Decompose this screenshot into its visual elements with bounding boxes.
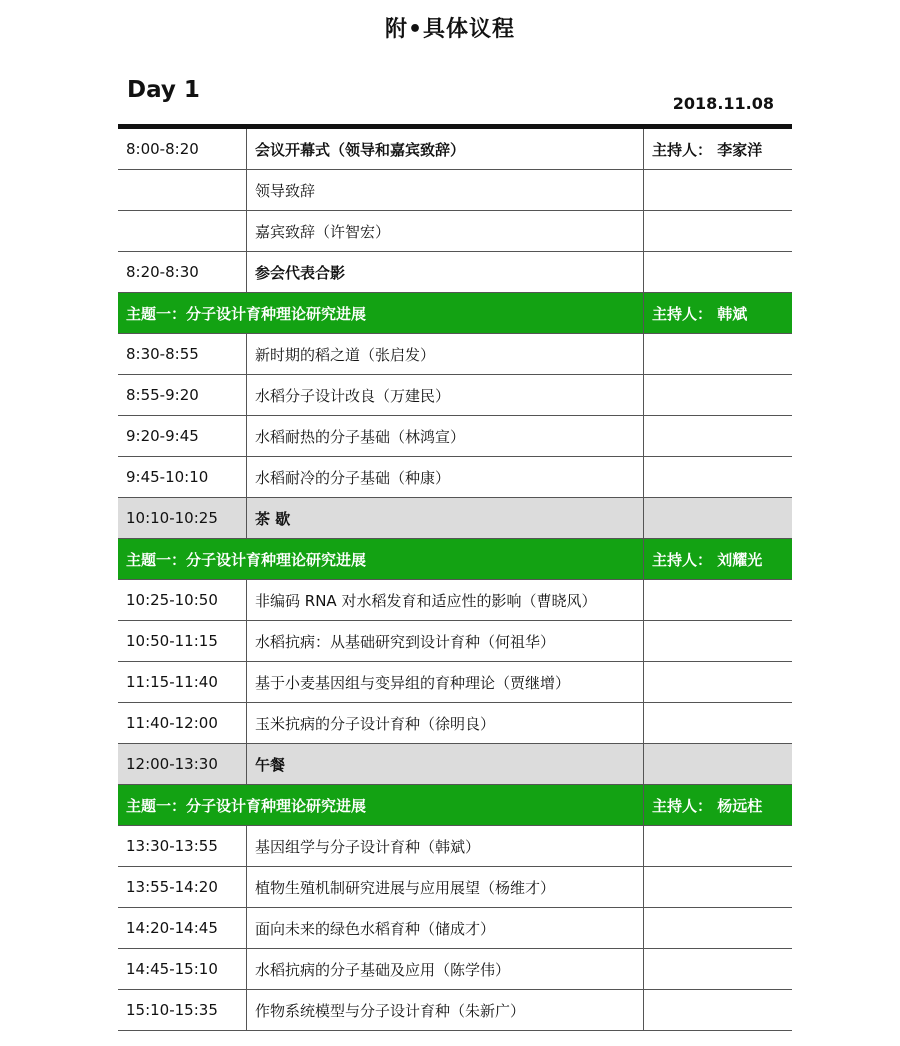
time-slot: 8:30-8:55 xyxy=(118,334,247,375)
talk-title: 基因组学与分子设计育种（韩斌） xyxy=(247,826,644,867)
talk-title: 参会代表合影 xyxy=(247,252,644,293)
session-host xyxy=(644,826,793,867)
time-slot: 11:15-11:40 xyxy=(118,662,247,703)
talk-title: 作物系统模型与分子设计育种（朱新广） xyxy=(247,990,644,1031)
session-host xyxy=(644,949,793,990)
time-slot: 14:20-14:45 xyxy=(118,908,247,949)
session-host xyxy=(644,252,793,293)
session-host: 主持人： 杨远柱 xyxy=(644,785,793,826)
agenda-row xyxy=(118,662,792,703)
agenda-row xyxy=(118,457,792,498)
agenda-row xyxy=(118,621,792,662)
talk-title: 面向未来的绿色水稻育种（储成才） xyxy=(247,908,644,949)
theme-row xyxy=(118,785,792,826)
talk-title: 植物生殖机制研究进展与应用展望（杨维才） xyxy=(247,867,644,908)
agenda-row xyxy=(118,703,792,744)
agenda-row xyxy=(118,416,792,457)
agenda-row xyxy=(118,949,792,990)
time-slot: 10:25-10:50 xyxy=(118,580,247,621)
talk-title: 领导致辞 xyxy=(247,170,644,211)
talk-title: 会议开幕式（领导和嘉宾致辞） xyxy=(247,127,644,170)
theme-row xyxy=(118,539,792,580)
session-host xyxy=(644,457,793,498)
session-host xyxy=(644,662,793,703)
session-host xyxy=(644,416,793,457)
break-row xyxy=(118,498,792,539)
talk-title: 水稻抗病：从基础研究到设计育种（何祖华） xyxy=(247,621,644,662)
agenda-row xyxy=(118,375,792,416)
agenda-row xyxy=(118,826,792,867)
agenda-row xyxy=(118,211,792,252)
talk-title: 基于小麦基因组与变异组的育种理论（贾继增） xyxy=(247,662,644,703)
agenda-body xyxy=(118,127,792,1031)
talk-title: 水稻分子设计改良（万建民） xyxy=(247,375,644,416)
time-slot: 11:40-12:00 xyxy=(118,703,247,744)
session-host xyxy=(644,334,793,375)
theme-row xyxy=(118,293,792,334)
break-label: 茶 歇 xyxy=(247,498,644,539)
agenda-row xyxy=(118,580,792,621)
agenda-row xyxy=(118,990,792,1031)
session-host xyxy=(644,621,793,662)
time-slot: 9:45-10:10 xyxy=(118,457,247,498)
agenda-row xyxy=(118,908,792,949)
session-host xyxy=(644,170,793,211)
agenda-date: 2018.11.08 xyxy=(672,94,774,113)
theme-title: 主题一：分子设计育种理论研究进展 xyxy=(118,539,644,580)
day-heading: Day 1 xyxy=(127,77,200,103)
agenda-row xyxy=(118,170,792,211)
time-slot: 8:00-8:20 xyxy=(118,127,247,170)
time-slot xyxy=(118,170,247,211)
talk-title: 新时期的稻之道（张启发） xyxy=(247,334,644,375)
time-slot: 8:55-9:20 xyxy=(118,375,247,416)
session-host xyxy=(644,744,793,785)
time-slot: 14:45-15:10 xyxy=(118,949,247,990)
agenda-row xyxy=(118,867,792,908)
session-host xyxy=(644,990,793,1031)
session-host xyxy=(644,498,793,539)
session-host: 主持人： 李家洋 xyxy=(644,127,793,170)
talk-title: 水稻耐冷的分子基础（种康） xyxy=(247,457,644,498)
page-title: 附•具体议程 xyxy=(384,17,516,42)
agenda-row xyxy=(118,334,792,375)
session-host xyxy=(644,867,793,908)
theme-title: 主题一：分子设计育种理论研究进展 xyxy=(118,785,644,826)
session-host xyxy=(644,375,793,416)
agenda-table xyxy=(118,124,792,1031)
agenda-row xyxy=(118,127,792,170)
time-slot: 13:30-13:55 xyxy=(118,826,247,867)
theme-title: 主题一：分子设计育种理论研究进展 xyxy=(118,293,644,334)
time-slot: 12:00-13:30 xyxy=(118,744,247,785)
agenda-row xyxy=(118,252,792,293)
session-host xyxy=(644,580,793,621)
talk-title: 水稻抗病的分子基础及应用（陈学伟） xyxy=(247,949,644,990)
session-host xyxy=(644,211,793,252)
session-host xyxy=(644,908,793,949)
talk-title: 水稻耐热的分子基础（林鸿宣） xyxy=(247,416,644,457)
break-row xyxy=(118,744,792,785)
talk-title: 非编码 RNA 对水稻发育和适应性的影响（曹晓风） xyxy=(247,580,644,621)
time-slot: 10:10-10:25 xyxy=(118,498,247,539)
time-slot: 9:20-9:45 xyxy=(118,416,247,457)
time-slot xyxy=(118,211,247,252)
time-slot: 10:50-11:15 xyxy=(118,621,247,662)
time-slot: 8:20-8:30 xyxy=(118,252,247,293)
session-host: 主持人： 韩斌 xyxy=(644,293,793,334)
time-slot: 13:55-14:20 xyxy=(118,867,247,908)
talk-title: 嘉宾致辞（许智宏） xyxy=(247,211,644,252)
session-host: 主持人： 刘耀光 xyxy=(644,539,793,580)
talk-title: 玉米抗病的分子设计育种（徐明良） xyxy=(247,703,644,744)
break-label: 午餐 xyxy=(247,744,644,785)
time-slot: 15:10-15:35 xyxy=(118,990,247,1031)
session-host xyxy=(644,703,793,744)
